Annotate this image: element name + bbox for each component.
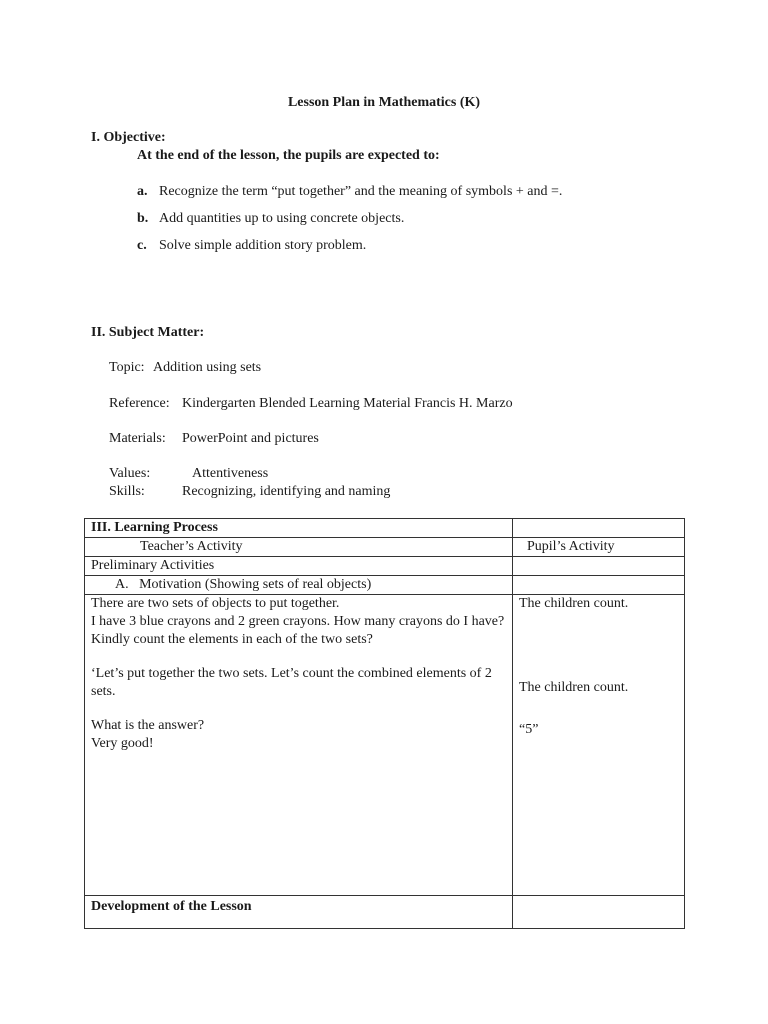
- objective-letter: a.: [137, 184, 148, 199]
- pupil-line: “5”: [519, 722, 539, 737]
- objective-text: Solve simple addition story problem.: [159, 238, 367, 253]
- skills-label: Skills:: [109, 484, 145, 499]
- pupil-activity-header: Pupil’s Activity: [513, 538, 685, 557]
- table-row: [85, 538, 685, 557]
- teacher-line: There are two sets of objects to put together.: [91, 596, 340, 611]
- materials-value: PowerPoint and pictures: [182, 431, 319, 446]
- motivation-heading: A. Motivation (Showing sets of real objects): [85, 576, 513, 595]
- values-label: Values:: [109, 466, 151, 481]
- table-row: [85, 557, 685, 576]
- objective-text: Add quantities up to using concrete objects.: [159, 211, 405, 226]
- pupil-line: The children count.: [519, 596, 629, 611]
- objective-intro: At the end of the lesson, the pupils are expected to:: [137, 148, 440, 163]
- skills-value: Recognizing, identifying and naming: [182, 484, 391, 499]
- objective-heading: I. Objective:: [91, 130, 166, 145]
- objective-letter: c.: [137, 238, 147, 253]
- empty-cell: [513, 557, 685, 576]
- page-title: Lesson Plan in Mathematics (K): [287, 95, 481, 110]
- empty-cell: [513, 519, 685, 538]
- teacher-line: What is the answer?: [91, 718, 205, 733]
- pupil-line: The children count.: [519, 680, 629, 695]
- materials-label: Materials:: [109, 431, 166, 446]
- reference-label: Reference:: [109, 396, 170, 411]
- materials-row: [109, 431, 319, 447]
- development-heading: Development of the Lesson: [85, 896, 513, 929]
- table-row: [85, 576, 685, 595]
- teacher-line: Very good!: [91, 736, 154, 751]
- table-row: [85, 519, 685, 538]
- learning-process-table: [84, 518, 685, 929]
- reference-row: [109, 396, 513, 412]
- values-value: Attentiveness: [192, 466, 269, 481]
- subject-matter-heading: II. Subject Matter:: [91, 325, 205, 340]
- reference-value: Kindergarten Blended Learning Material Francis H. Marzo: [182, 396, 513, 411]
- teacher-activity-cell: [85, 595, 513, 896]
- objective-text: Recognize the term “put together” and the meaning of symbols + and =.: [159, 184, 563, 199]
- learning-process-heading: III. Learning Process: [85, 519, 513, 538]
- topic-label: Topic:: [109, 360, 145, 375]
- teacher-line: I have 3 blue crayons and 2 green crayons. How many crayons do I have? Kindly count the elements in each of the two sets?: [91, 614, 505, 647]
- preliminary-activities: Preliminary Activities: [85, 557, 513, 576]
- table-row: [85, 595, 685, 896]
- values-row: [109, 466, 268, 482]
- objective-item-b: [137, 211, 404, 227]
- empty-cell: [513, 896, 685, 929]
- objective-item-c: [137, 238, 366, 254]
- teacher-line: ‘Let’s put together the two sets. Let’s count the combined elements of 2 sets.: [91, 666, 492, 699]
- objective-letter: b.: [137, 211, 149, 226]
- pupil-activity-cell: [513, 595, 685, 896]
- objective-item-a: [137, 184, 562, 200]
- topic-row: [109, 360, 261, 376]
- table-row: [85, 896, 685, 929]
- teacher-activity-header: Teacher’s Activity: [85, 538, 513, 557]
- skills-row: [109, 484, 390, 500]
- topic-value: Addition using sets: [153, 360, 262, 375]
- empty-cell: [513, 576, 685, 595]
